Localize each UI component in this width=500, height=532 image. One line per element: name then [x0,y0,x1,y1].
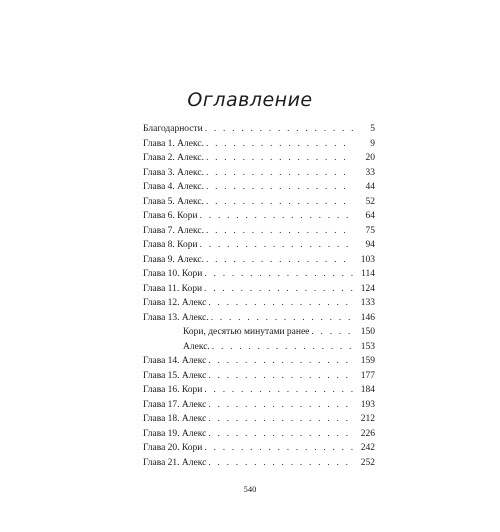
dot-leader [212,340,353,355]
toc-entry-page: 9 [370,138,375,149]
toc-entry-label: Глава 5. Алекс. [143,196,204,207]
table-of-contents [143,122,375,470]
toc-entry [143,427,375,442]
toc-entry-page: 75 [365,225,375,236]
toc-entry-label: Глава 17. Алекс [143,399,207,410]
dot-leader [208,427,353,442]
toc-entry-label: Глава 11. Кори [143,283,203,294]
toc-entry-page: 44 [365,182,375,192]
toc-entry-label: Глава 20. Кори [143,443,203,453]
toc-entry [143,209,375,224]
toc-entry-page: 114 [361,269,375,279]
dot-leader [206,166,353,181]
toc-entry [143,441,375,456]
toc-entry-label: Глава 14. Алекс [143,356,207,366]
dot-leader [204,441,353,456]
dot-leader [206,253,353,268]
toc-entry-page: 146 [360,312,375,323]
toc-entry [143,267,375,282]
toc-entry [143,166,375,181]
dot-leader [206,224,353,239]
toc-entry-label: Глава 12. Алекс [143,298,207,308]
toc-entry-page: 159 [360,356,375,366]
dot-leader [206,151,353,166]
dot-leader [206,195,353,210]
toc-entry-label: Глава 10. Кори [143,269,203,279]
toc-entry [143,137,375,152]
toc-entry-page: 226 [360,428,375,439]
toc-entry-label: Глава 16. Кори [143,385,203,395]
toc-entry-page: 193 [360,399,375,410]
toc-entry-label: Кори, десятью минутами ранее [183,327,310,337]
dot-leader [208,412,353,427]
toc-entry-page: 94 [365,240,375,250]
toc-entry-label: Благодарности [143,124,203,134]
toc-entry-label: Глава 3. Алекс. [143,167,204,178]
toc-entry [143,238,375,253]
dot-leader [208,398,353,413]
toc-entry-page: 103 [360,254,375,265]
dot-leader [206,180,353,195]
dot-leader [208,296,353,311]
toc-entry [143,296,375,311]
toc-entry [143,412,375,427]
toc-entry-page: 124 [360,283,375,294]
toc-entry [143,282,375,297]
toc-entry-page: 33 [365,167,375,178]
toc-entry [143,151,375,166]
toc-entry-label: Глава 7. Алекс. [143,225,204,236]
dot-leader [200,209,353,224]
dot-leader [205,122,353,137]
dot-leader [211,311,353,326]
dot-leader [204,282,353,297]
toc-entry-label: Глава 6. Кори [143,211,198,221]
toc-entry [143,369,375,384]
toc-entry-page: 52 [365,196,375,207]
toc-entry-label: Глава 19. Алекс [143,428,207,439]
toc-entry [143,311,375,326]
dot-leader [311,325,353,340]
toc-entry [143,224,375,239]
toc-entry [143,456,375,471]
toc-entry-label: Глава 13. Алекс. [143,312,209,323]
toc-entry-page: 133 [360,298,375,308]
toc-entry [143,122,375,137]
toc-entry [143,325,375,340]
dot-leader [208,354,353,369]
toc-entry [143,253,375,268]
toc-entry [143,398,375,413]
toc-entry [143,340,375,355]
toc-entry [143,180,375,195]
toc-entry-label: Глава 9. Алекс. [143,254,204,265]
toc-entry [143,354,375,369]
toc-entry-label: Глава 8. Кори [143,240,198,250]
page-title: Оглавление [187,89,313,111]
dot-leader [204,383,353,398]
toc-entry [143,383,375,398]
toc-entry-page: 64 [365,211,375,221]
toc-entry-label: Глава 18. Алекс [143,414,207,424]
toc-entry-page: 177 [360,370,375,381]
dot-leader [200,238,353,253]
toc-entry-label: Глава 2. Алекс. [143,153,204,163]
toc-entry-label: Глава 4. Алекс. [143,182,204,192]
toc-entry-page: 5 [370,124,375,134]
dot-leader [208,369,353,384]
dot-leader [206,137,353,152]
dot-leader [204,267,353,282]
toc-entry-label: Глава 21. Алекс [143,457,207,468]
page-number: 540 [243,484,257,494]
toc-entry-page: 252 [360,457,375,468]
toc-entry-page: 150 [360,327,375,337]
toc-entry-page: 184 [360,385,375,395]
toc-entry-page: 212 [360,414,375,424]
toc-entry-label: Глава 1. Алекс. [143,138,204,149]
toc-entry [143,195,375,210]
toc-entry-page: 153 [360,341,375,352]
toc-entry-label: Алекс. [183,341,210,352]
dot-leader [208,456,353,471]
toc-entry-page: 20 [365,153,375,163]
toc-entry-page: 242 [360,443,375,453]
toc-entry-label: Глава 15. Алекс [143,370,207,381]
